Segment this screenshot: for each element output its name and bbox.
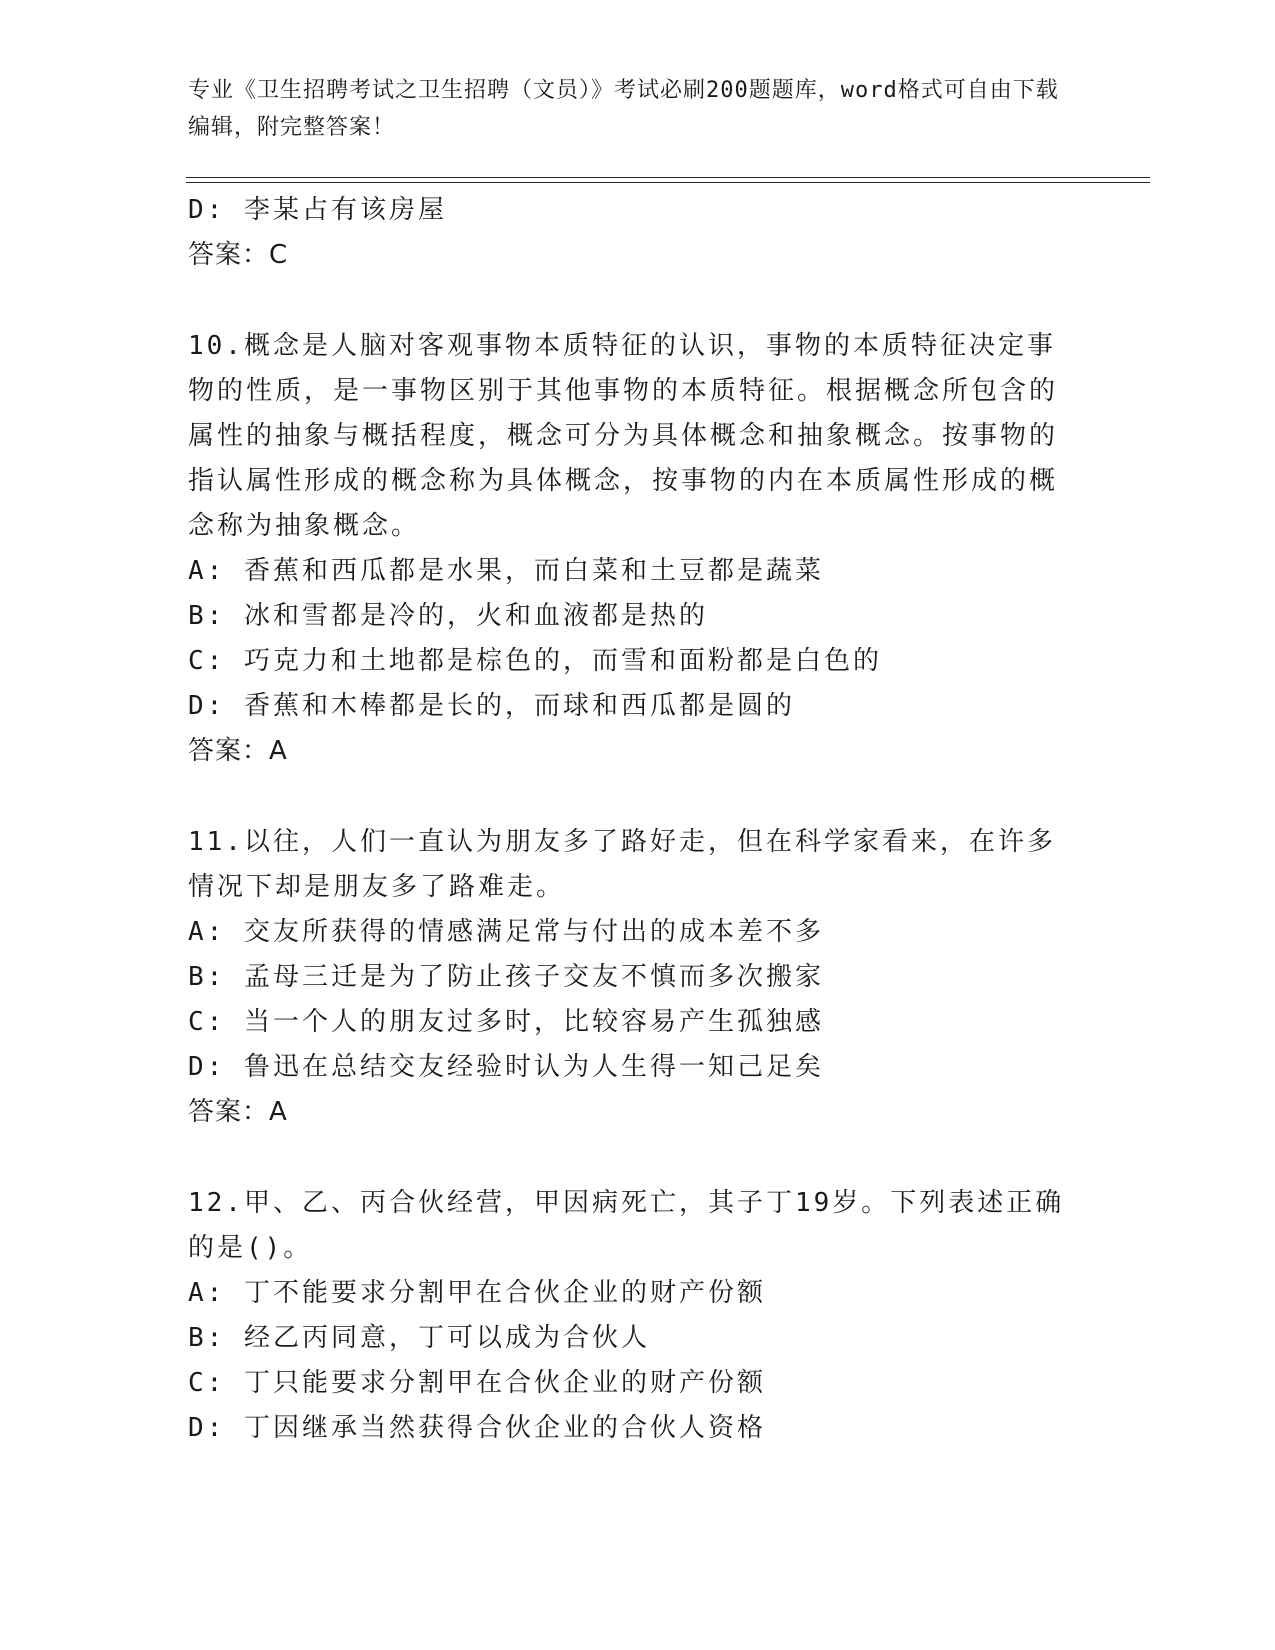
question-12-option-b: B: 经乙丙同意，丁可以成为合伙人 <box>188 1323 650 1353</box>
question-11-option-a: A: 交友所获得的情感满足常与付出的成本差不多 <box>188 917 824 947</box>
question-11-option-c: C: 当一个人的朋友过多时，比较容易产生孤独感 <box>188 1007 824 1037</box>
question-10-option-d: D: 香蕉和木棒都是长的，而球和西瓜都是圆的 <box>188 691 795 721</box>
question-10-option-b: B: 冰和雪都是冷的，火和血液都是热的 <box>188 601 708 631</box>
document-header: 专业《卫生招聘考试之卫生招聘（文员）》考试必刷200题题库，word格式可自由下载编辑，附完整答案！ <box>188 78 1059 140</box>
question-10-option-c: C: 巧克力和土地都是棕色的，而雪和面粉都是白色的 <box>188 646 882 676</box>
question-10-stem: 10.概念是人脑对客观事物本质特征的认识，事物的本质特征决定事物的性质，是一事物区别于其他事物的本质特征。根据概念所包含的属性的抽象与概括程度，概念可分为具体概念和抽象概念。按事物的指认属性形成的概念称为具体概念，按事物的内在本质属性形成的概念称为抽象概念。 <box>188 331 1059 541</box>
prev-option-d: D: 李某占有该房屋 <box>188 195 447 225</box>
question-11-stem: 11.以往，人们一直认为朋友多了路好走，但在科学家看来，在许多情况下却是朋友多了路难走。 <box>188 827 1056 902</box>
question-11-option-b: B: 孟母三迁是为了防止孩子交友不慎而多次搬家 <box>188 962 824 992</box>
question-12-stem: 12.甲、乙、丙合伙经营，甲因病死亡，其子丁19岁。下列表述正确的是()。 <box>188 1188 1065 1263</box>
header-divider-top <box>186 177 1150 178</box>
header-divider-bottom <box>186 182 1150 183</box>
question-11-answer: 答案：A <box>188 1097 288 1127</box>
question-10-option-a: A: 香蕉和西瓜都是水果，而白菜和土豆都是蔬菜 <box>188 556 824 586</box>
question-12-option-c: C: 丁只能要求分割甲在合伙企业的财产份额 <box>188 1368 766 1398</box>
question-12-option-d: D: 丁因继承当然获得合伙企业的合伙人资格 <box>188 1413 766 1443</box>
question-12-option-a: A: 丁不能要求分割甲在合伙企业的财产份额 <box>188 1278 766 1308</box>
prev-answer: 答案：C <box>188 240 289 270</box>
question-11-option-d: D: 鲁迅在总结交友经验时认为人生得一知己足矣 <box>188 1052 824 1082</box>
question-10-answer: 答案：A <box>188 736 288 766</box>
question-content <box>188 188 1068 1451</box>
